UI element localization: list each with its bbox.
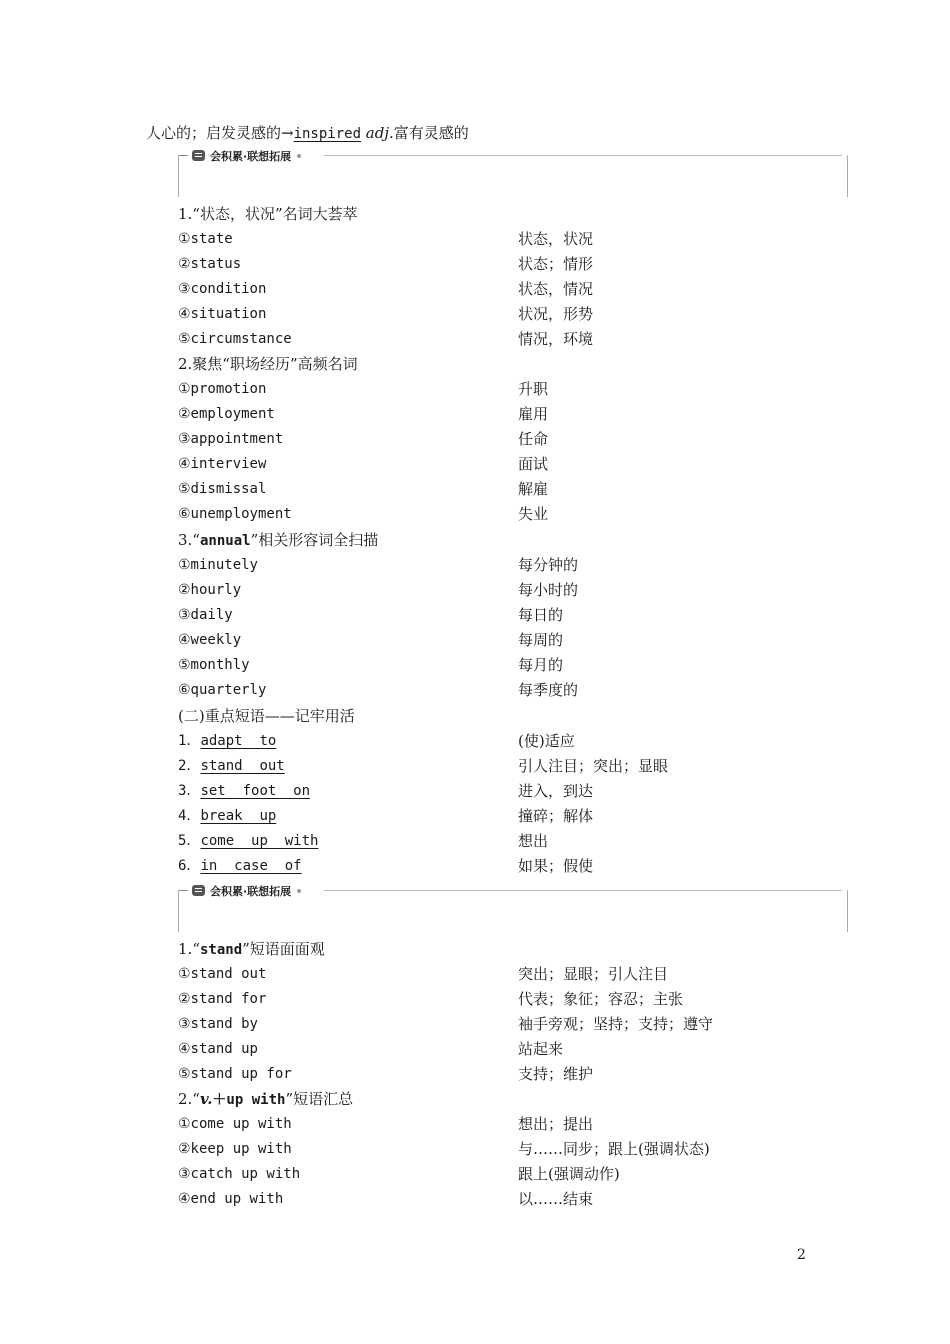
heading-v: v. bbox=[199, 1090, 213, 1108]
list-item-zh: 升职 bbox=[518, 380, 549, 398]
list-item-en: ④stand up bbox=[178, 1041, 258, 1057]
section5-heading bbox=[178, 1087, 353, 1113]
page-number: 2 bbox=[797, 1247, 806, 1263]
phrase-zh: 进入，到达 bbox=[518, 782, 594, 800]
phrase-en: stand out bbox=[200, 758, 285, 774]
heading-num: 1.“ bbox=[178, 940, 200, 958]
list-item-zh: 解雇 bbox=[518, 480, 549, 498]
list-item-zh: 状态；情形 bbox=[518, 255, 594, 273]
phrase-item bbox=[178, 829, 318, 854]
heading-word: ＋up with bbox=[212, 1092, 286, 1108]
list-item-en: ②stand for bbox=[178, 991, 267, 1007]
phrase-num: 4． bbox=[178, 808, 201, 824]
intro-line bbox=[146, 121, 469, 147]
list-item-zh: 突出；显眼；引人注目 bbox=[518, 965, 669, 983]
list-item-zh: 每日的 bbox=[518, 606, 564, 624]
list-item-en: ②keep up with bbox=[178, 1141, 292, 1157]
phrase-zh: (使)适应 bbox=[518, 732, 575, 750]
list-item-zh: 每分钟的 bbox=[518, 556, 579, 574]
heading-rest: ”短语面面观 bbox=[242, 940, 325, 958]
list-item-en: ①stand out bbox=[178, 966, 267, 982]
intro-meaning: 富有灵感的 bbox=[393, 124, 469, 142]
notebook-icon bbox=[192, 150, 205, 161]
list-item-en: ①come up with bbox=[178, 1116, 292, 1132]
list-item-en: ④situation bbox=[178, 306, 267, 322]
dot-icon bbox=[297, 889, 301, 893]
list-item-en: ②employment bbox=[178, 406, 275, 422]
section4-heading bbox=[178, 937, 325, 963]
list-item-zh: 支持；维护 bbox=[518, 1065, 594, 1083]
phrase-item bbox=[178, 729, 276, 754]
section1-heading: 1.“状态，状况”名词大荟萃 bbox=[178, 205, 358, 223]
box-badge bbox=[190, 884, 303, 897]
phrase-zh: 撞碎；解体 bbox=[518, 807, 594, 825]
phrase-item bbox=[178, 754, 285, 779]
phrase-zh: 如果；假使 bbox=[518, 857, 594, 875]
list-item-zh: 面试 bbox=[518, 455, 549, 473]
phrases-heading: (二)重点短语——记牢用活 bbox=[178, 707, 355, 725]
heading-rest: ”短语汇总 bbox=[285, 1090, 354, 1108]
notebook-icon bbox=[192, 885, 205, 896]
list-item-zh: 以……结束 bbox=[518, 1190, 594, 1208]
phrase-num: 1． bbox=[178, 733, 201, 749]
list-item-en: ③condition bbox=[178, 281, 267, 297]
list-item-zh: 跟上(强调动作) bbox=[518, 1165, 620, 1183]
list-item-zh: 站起来 bbox=[518, 1040, 564, 1058]
heading-num: 2.“ bbox=[178, 1090, 200, 1108]
list-item-en: ⑤stand up for bbox=[178, 1066, 292, 1082]
list-item-en: ①state bbox=[178, 231, 233, 247]
list-item-zh: 每小时的 bbox=[518, 581, 579, 599]
list-item-zh: 状态，情况 bbox=[518, 280, 594, 298]
phrase-en: break up bbox=[200, 808, 277, 824]
box-badge bbox=[190, 149, 303, 162]
list-item-zh: 代表；象征；容忍；主张 bbox=[518, 990, 684, 1008]
list-item-en: ①minutely bbox=[178, 557, 258, 573]
list-item-en: ④interview bbox=[178, 456, 267, 472]
heading-word: annual bbox=[199, 533, 251, 549]
list-item-zh: 状况，形势 bbox=[518, 305, 594, 323]
list-item-en: ③daily bbox=[178, 607, 233, 623]
phrase-en: come up with bbox=[200, 833, 319, 849]
list-item-en: ④weekly bbox=[178, 632, 242, 648]
intro-pos: adj. bbox=[365, 124, 394, 142]
list-item-en: ⑥quarterly bbox=[178, 682, 267, 698]
list-item-zh: 任命 bbox=[518, 430, 549, 448]
list-item-zh: 每季度的 bbox=[518, 681, 579, 699]
list-item-en: ③stand by bbox=[178, 1016, 258, 1032]
phrase-en: adapt to bbox=[200, 733, 277, 749]
list-item-en: ⑤dismissal bbox=[178, 481, 267, 497]
intro-word: inspired bbox=[293, 126, 362, 142]
section2-heading: 2.聚焦“职场经历”高频名词 bbox=[178, 355, 358, 373]
phrase-num: 3． bbox=[178, 783, 201, 799]
phrase-en: set foot on bbox=[200, 783, 311, 799]
list-item-zh: 每月的 bbox=[518, 656, 564, 674]
phrase-num: 6． bbox=[178, 858, 201, 874]
list-item-zh: 想出；提出 bbox=[518, 1115, 594, 1133]
box-label: 会积累·联想拓展 bbox=[210, 884, 292, 898]
intro-prefix: 人心的；启发灵感的→ bbox=[146, 124, 294, 142]
list-item-en: ④end up with bbox=[178, 1191, 284, 1207]
phrase-item bbox=[178, 804, 276, 829]
phrase-item bbox=[178, 854, 302, 879]
list-item-en: ⑤monthly bbox=[178, 657, 250, 673]
list-item-en: ③catch up with bbox=[178, 1166, 301, 1182]
list-item-zh: 袖手旁观；坚持；支持；遵守 bbox=[518, 1015, 714, 1033]
box-label: 会积累·联想拓展 bbox=[210, 149, 292, 163]
phrase-zh: 引人注目；突出；显眼 bbox=[518, 757, 669, 775]
heading-num: 3.“ bbox=[178, 531, 200, 549]
list-item-zh: 每周的 bbox=[518, 631, 564, 649]
list-item-en: ②hourly bbox=[178, 582, 242, 598]
heading-word: stand bbox=[199, 942, 243, 958]
phrase-item bbox=[178, 779, 310, 804]
list-item-en: ①promotion bbox=[178, 381, 267, 397]
section3-heading bbox=[178, 528, 378, 554]
section-box-2 bbox=[178, 884, 848, 932]
phrase-en: in case of bbox=[200, 858, 302, 874]
phrase-zh: 想出 bbox=[518, 832, 549, 850]
list-item-zh: 雇用 bbox=[518, 405, 549, 423]
list-item-zh: 状态，状况 bbox=[518, 230, 594, 248]
dot-icon bbox=[297, 154, 301, 158]
section-box-1 bbox=[178, 149, 848, 197]
list-item-en: ⑥unemployment bbox=[178, 506, 292, 522]
list-item-en: ③appointment bbox=[178, 431, 284, 447]
list-item-en: ⑤circumstance bbox=[178, 331, 292, 347]
list-item-en: ②status bbox=[178, 256, 242, 272]
phrase-num: 2． bbox=[178, 758, 201, 774]
list-item-zh: 失业 bbox=[518, 505, 549, 523]
phrase-num: 5． bbox=[178, 833, 201, 849]
list-item-zh: 情况，环境 bbox=[518, 330, 594, 348]
list-item-zh: 与……同步；跟上(强调状态) bbox=[518, 1140, 710, 1158]
heading-rest: ”相关形容词全扫描 bbox=[250, 531, 379, 549]
